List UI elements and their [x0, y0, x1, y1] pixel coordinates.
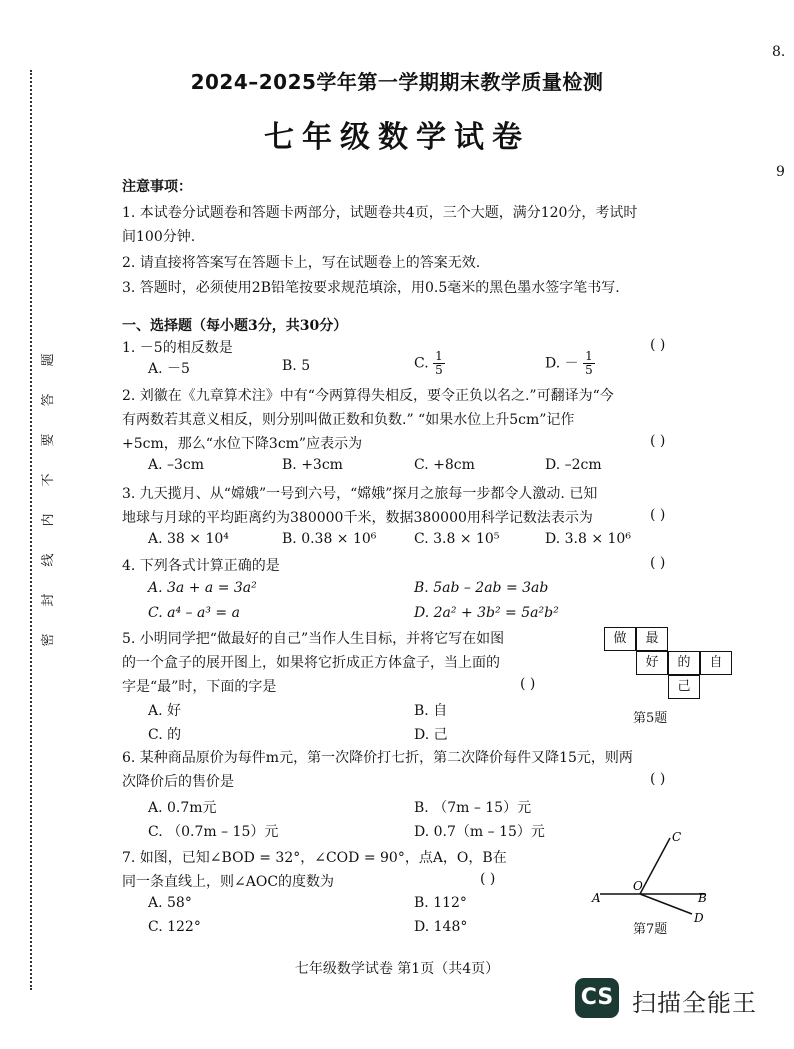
notes-item: 2. 请直接将答案写在答题卡上，写在试题卷上的答案无效. — [122, 255, 481, 271]
q7-answer-paren: ( ) — [480, 871, 496, 887]
seal-char: 线 — [41, 553, 56, 567]
q3-option-c: C. 3.8 × 10⁵ — [414, 531, 500, 547]
q1-d-fraction — [583, 350, 595, 377]
q4-option-b: B. 5ab – 2ab = 3ab — [414, 580, 549, 596]
q5-line: 的一个盒子的展开图上，如果将它折成正方体盒子，当上面的 — [122, 655, 500, 671]
seal-char: 不 — [41, 473, 56, 487]
camscanner-name: 扫描全能王 — [632, 989, 757, 1017]
fraction-denominator: 5 — [585, 363, 593, 377]
net-cell: 最 — [636, 627, 668, 651]
q5-figure-caption: 第5题 — [633, 711, 668, 726]
q1-answer-paren: ( ) — [650, 337, 666, 353]
q6-option-a: A. 0.7m元 — [148, 800, 217, 816]
ray-oc — [640, 838, 670, 894]
q6-line: 6. 某种商品原价为每件m元，第一次降价打七折，第二次降价每件又降15元，则两 — [122, 750, 633, 766]
q3-option-d: D. 3.8 × 10⁶ — [545, 531, 631, 547]
section-heading: 一、选择题（每小题3分，共30分） — [122, 318, 348, 334]
camscanner-logo: CS — [575, 978, 619, 1018]
point-o-label: O — [633, 879, 643, 893]
q7-option-c: C. 122° — [148, 919, 201, 935]
notes-item: 1. 本试卷分试题卷和答题卡两部分，试题卷共4页，三个大题，满分120分，考试时 — [122, 205, 638, 221]
point-a-label: A — [592, 891, 601, 905]
exam-subject: 七年级数学试卷 — [264, 120, 530, 155]
q1-option-c — [414, 350, 445, 377]
q1-option-a: A. －5 — [148, 361, 190, 377]
seal-char: 封 — [41, 593, 56, 607]
q5-answer-paren: ( ) — [520, 676, 536, 692]
q3-option-b: B. 0.38 × 10⁶ — [282, 531, 377, 547]
q1-d-prefix: D. － — [545, 355, 579, 372]
notes-item: 间100分钟. — [122, 229, 196, 245]
q1-c-fraction — [433, 350, 445, 377]
fraction-denominator: 5 — [435, 363, 443, 377]
q4-option-d: D. 2a² + 3b² = 5a²b² — [414, 605, 559, 621]
q5-option-a: A. 好 — [148, 703, 182, 719]
point-b-label: B — [698, 891, 707, 905]
q1-option-d — [545, 350, 595, 377]
q6-option-c: C. （0.7m – 15）元 — [148, 824, 279, 840]
q4-option-a: A. 3a + a = 3a² — [148, 580, 257, 596]
seal-char: 题 — [41, 353, 56, 367]
q2-line: +5cm，那么“水位下降3cm”应表示为 — [122, 436, 363, 452]
q6-line: 次降价后的售价是 — [122, 774, 234, 790]
q4-option-c: C. a⁴ – a³ = a — [148, 605, 240, 621]
q3-option-a: A. 38 × 10⁴ — [148, 531, 229, 547]
q2-line: 2. 刘徽在《九章算术注》中有“今两算得失相反，要令正负以名之.”可翻译为“今 — [122, 388, 614, 404]
q7-option-a: A. 58° — [148, 895, 192, 911]
q6-option-b: B. （7m – 15）元 — [414, 800, 532, 816]
q3-line: 3. 九天揽月、从“嫦娥”一号到六号，“嫦娥”探月之旅每一步都令人激动. 已知 — [122, 486, 598, 502]
notes-heading: 注意事项： — [122, 179, 192, 195]
q3-answer-paren: ( ) — [650, 507, 666, 523]
exam-title: 2024–2025学年第一学期期末教学质量检测 — [190, 70, 604, 94]
seal-char: 要 — [41, 433, 56, 447]
q6-answer-paren: ( ) — [650, 771, 666, 787]
q7-option-b: B. 112° — [414, 895, 467, 911]
q2-line: 有两数若其意义相反，则分别叫做正数和负数.” “如果水位上升5cm”记作 — [122, 412, 575, 428]
seal-char: 密 — [41, 633, 56, 647]
q5-option-d: D. 己 — [414, 727, 448, 743]
q5-line: 字是“最”时，下面的字是 — [122, 679, 277, 695]
corner-mark-2: 9 — [776, 164, 785, 180]
q2-answer-paren: ( ) — [650, 433, 666, 449]
q1-option-b: B. 5 — [282, 358, 311, 374]
q5-option-b: B. 自 — [414, 703, 448, 719]
q7-line: 7. 如图，已知∠BOD = 32°，∠COD = 90°，点A，O，B在 — [122, 850, 507, 866]
net-cell: 自 — [700, 651, 732, 675]
q1-stem: 1. －5的相反数是 — [122, 340, 233, 356]
point-c-label: C — [672, 830, 682, 844]
seal-char: 答 — [41, 393, 56, 407]
q2-option-d: D. –2cm — [545, 457, 602, 473]
q6-option-d: D. 0.7（m – 15）元 — [414, 824, 545, 840]
page-footer: 七年级数学试卷 第1页（共4页） — [294, 961, 500, 977]
corner-mark-1: 8. — [772, 44, 786, 60]
fraction-numerator: 1 — [585, 349, 593, 363]
fraction-numerator: 1 — [435, 349, 443, 363]
q7-angle-figure — [590, 826, 720, 926]
binding-seal-text — [38, 340, 60, 660]
q1-c-prefix: C. — [414, 355, 429, 372]
q4-answer-paren: ( ) — [650, 555, 666, 571]
net-cell: 己 — [668, 675, 700, 699]
q5-option-c: C. 的 — [148, 727, 182, 743]
q2-option-b: B. +3cm — [282, 457, 343, 473]
net-cell: 做 — [604, 627, 636, 651]
q5-line: 5. 小明同学把“做最好的自己”当作人生目标，并将它写在如图 — [122, 631, 505, 647]
net-cell: 好 — [636, 651, 668, 675]
q7-line: 同一条直线上，则∠AOC的度数为 — [122, 874, 335, 890]
q4-stem: 4. 下列各式计算正确的是 — [122, 558, 280, 574]
point-d-label: D — [694, 911, 704, 925]
q7-figure-caption: 第7题 — [633, 922, 668, 937]
net-cell: 的 — [668, 651, 700, 675]
q2-option-c: C. +8cm — [414, 457, 475, 473]
q2-option-a: A. –3cm — [148, 457, 205, 473]
seal-char: 内 — [41, 513, 56, 527]
q3-line: 地球与月球的平均距离约为380000千米，数据380000用科学记数法表示为 — [122, 510, 593, 526]
q7-option-d: D. 148° — [414, 919, 468, 935]
ray-od — [640, 894, 692, 914]
notes-item: 3. 答题时，必须使用2B铅笔按要求规范填涂，用0.5毫米的黑色墨水签字笔书写. — [122, 280, 620, 296]
